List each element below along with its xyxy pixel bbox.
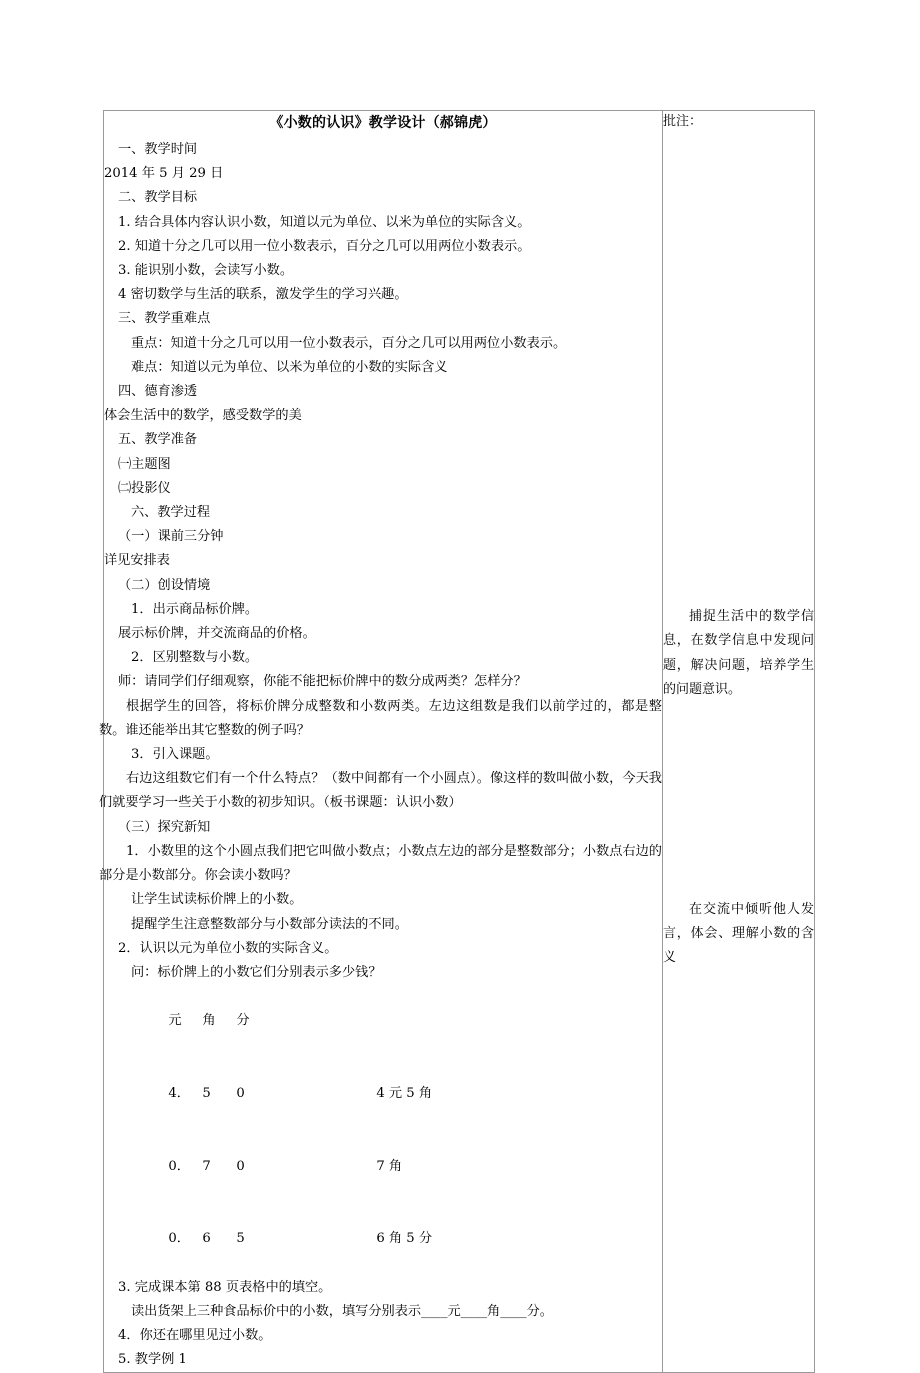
- body-line: 2．认识以元为单位小数的实际含义。: [118, 940, 338, 956]
- body-line: 1. 结合具体内容认识小数，知道以元为单位、以米为单位的实际含义。: [118, 214, 531, 230]
- page-title: 《小数的认识》教学设计（郝锦虎）: [269, 115, 497, 131]
- annotation-note: 在交流中倾听他人发言，体会、理解小数的含义: [663, 901, 814, 966]
- price-digit: 7: [202, 1158, 211, 1174]
- body-line: （三）探究新知: [118, 819, 211, 835]
- price-header-row: [104, 985, 662, 1058]
- price-digit: 0: [236, 1158, 245, 1174]
- table-row: [104, 111, 815, 1373]
- annotation-column-cell: [663, 111, 815, 1373]
- price-digit: 0．: [168, 1231, 190, 1247]
- body-line: 一、教学时间: [118, 142, 198, 157]
- body-line: 五、教学准备: [118, 432, 198, 448]
- price-unit-yuan: 元: [168, 1013, 182, 1029]
- spacer: [663, 703, 814, 898]
- main-content-cell: [99, 111, 663, 1373]
- body-line: 问：标价牌上的小数它们分别表示多少钱？: [131, 964, 382, 980]
- body-line: 四、德育渗透: [118, 384, 198, 400]
- body-line: 2. 知道十分之几可以用一位小数表示，百分之几可以用两位小数表示。: [118, 238, 531, 254]
- body-line: 师：请同学们仔细观察，你能不能把标价牌中的数分成两类？怎样分？: [118, 674, 527, 690]
- body-line: 2．区别整数与小数。: [131, 650, 259, 666]
- body-line: 3．引入课题。: [131, 747, 219, 763]
- body-line: 4．你还在哪里见过小数。: [118, 1327, 272, 1343]
- body-line: 2014 年 5 月 29 日: [104, 166, 224, 182]
- body-line: 三、教学重难点: [118, 311, 211, 327]
- price-digit: 4．: [168, 1085, 190, 1101]
- lesson-plan-table: [99, 110, 815, 1373]
- body-line: （二）创设情境: [118, 577, 211, 593]
- price-meaning: 6 角 5 分: [376, 1231, 433, 1247]
- body-line: 体会生活中的数学，感受数学的美: [104, 408, 302, 424]
- body-line: 重点：知道十分之几可以用一位小数表示，百分之几可以用两位小数表示。: [131, 335, 567, 351]
- spacer: [663, 135, 814, 605]
- body-paragraph: 右边这组数它们有一个什么特点？（数中间都有一个小圆点）。像这样的数叫做小数，今天我们就要学习一些关于小数的初步知识。（板书课题：认识小数）: [99, 771, 662, 811]
- body-line: 二、教学目标: [118, 190, 198, 206]
- body-line: 3. 完成课本第 88 页表格中的填空。: [118, 1279, 332, 1295]
- price-unit-fen: 分: [236, 1013, 250, 1029]
- body-line: 1．出示商品标价牌。: [131, 601, 259, 617]
- price-row: [104, 1058, 662, 1131]
- price-unit-jiao: 角: [202, 1013, 216, 1029]
- body-line: 读出货架上三种食品标价中的小数，填写分别表示____元____角____分。: [131, 1303, 553, 1319]
- body-line: 展示标价牌，并交流商品的价格。: [118, 626, 316, 642]
- body-line: 提醒学生注意整数部分与小数部分读法的不同。: [131, 916, 408, 932]
- price-digit: 5: [202, 1085, 211, 1101]
- body-line: 让学生试读标价牌上的小数。: [131, 892, 303, 908]
- body-line: ㈠主题图: [118, 456, 171, 472]
- body-line: 5. 教学例 1: [118, 1352, 187, 1368]
- body-paragraph: 根据学生的回答，将标价牌分成整数和小数两类。左边这组数是我们以前学过的，都是整数。谁还能举出其它整数的例子吗？: [99, 698, 662, 738]
- body-line: 4 密切数学与生活的联系，激发学生的学习兴趣。: [118, 287, 408, 303]
- price-digit: 5: [236, 1231, 245, 1247]
- price-row: [104, 1130, 662, 1203]
- body-line: 难点：知道以元为单位、以米为单位的小数的实际含义: [131, 359, 448, 375]
- annotation-header: 批注：: [663, 114, 703, 129]
- body-line: 3. 能识别小数，会读写小数。: [118, 263, 294, 279]
- body-line: （一）课前三分钟: [118, 529, 224, 545]
- body-paragraph: 1．小数里的这个小圆点我们把它叫做小数点；小数点左边的部分是整数部分；小数点右边的部分是小数部分。你会读小数吗？: [99, 843, 662, 884]
- body-line: 详见安排表: [104, 553, 170, 569]
- body-line: ㈡投影仪: [118, 480, 171, 496]
- price-digit: 0: [236, 1085, 245, 1101]
- annotation-note: 捕捉生活中的数学信息，在数学信息中发现问题，解决问题，培养学生的问题意识。: [663, 609, 814, 698]
- price-row: [104, 1203, 662, 1276]
- price-meaning: 7 角: [376, 1158, 403, 1174]
- price-table: [104, 985, 662, 1275]
- price-digit: 6: [202, 1231, 211, 1247]
- price-digit: 0．: [168, 1158, 190, 1174]
- body-line: 六、教学过程: [131, 505, 211, 521]
- price-meaning: 4 元 5 角: [376, 1085, 433, 1101]
